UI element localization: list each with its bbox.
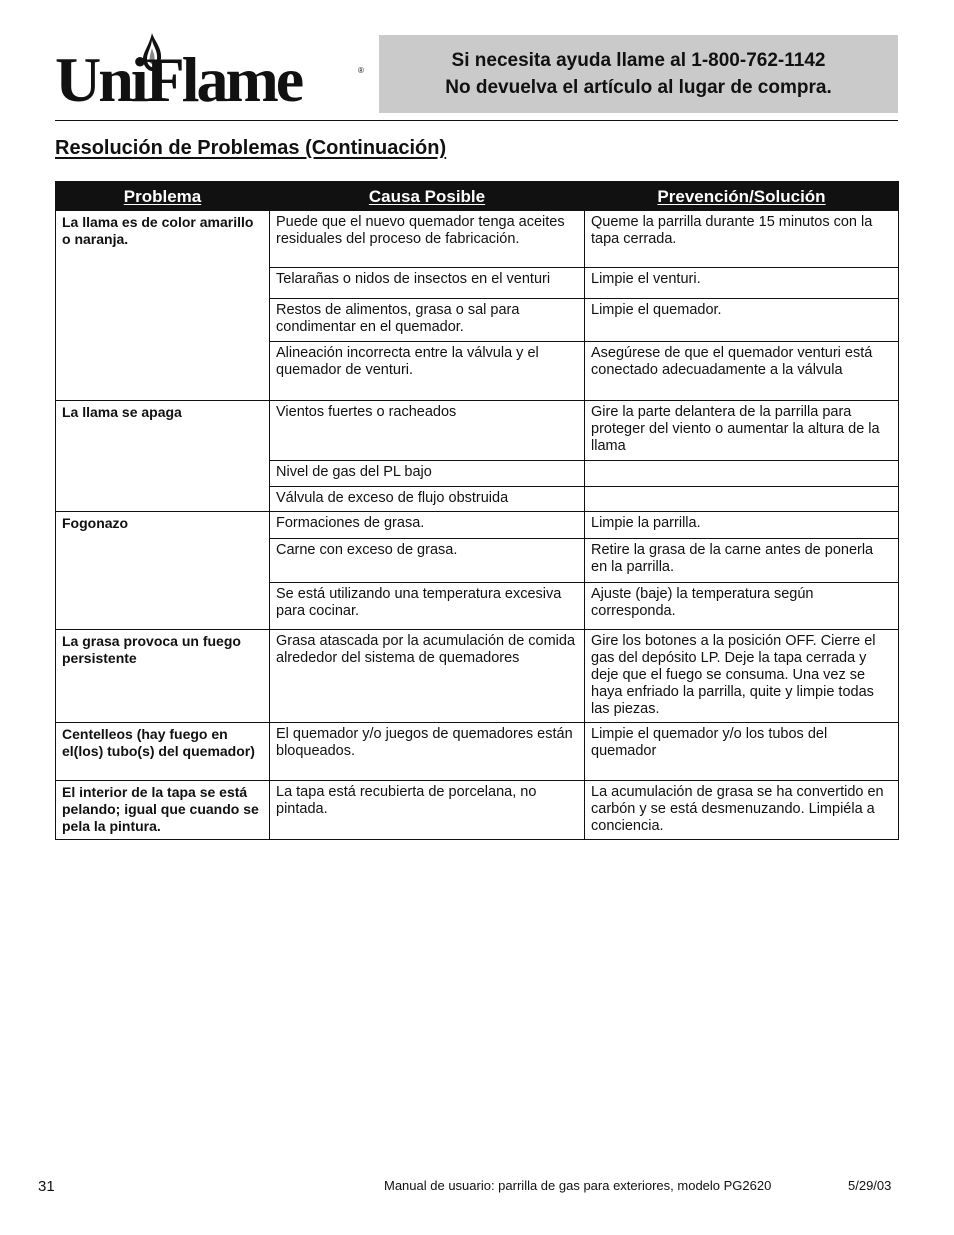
table-header-row bbox=[56, 182, 899, 211]
help-phone-line: Si necesita ayuda llame al 1-800-762-1142 bbox=[451, 50, 826, 71]
solution-cell: Queme la parrilla durante 15 minutos con la tapa cerrada. bbox=[585, 211, 899, 268]
cause-cell: La tapa está recubierta de porcelana, no pintada. bbox=[270, 781, 585, 840]
problem-cell: La llama es de color amarillo o naranja. bbox=[56, 211, 270, 401]
table-row bbox=[56, 211, 899, 268]
footer-date: 5/29/03 bbox=[848, 1178, 892, 1193]
solution-cell: Limpie la parrilla. bbox=[585, 512, 899, 539]
solution-cell bbox=[585, 461, 899, 487]
solution-cell: Ajuste (baje) la temperatura según corresponda. bbox=[585, 583, 899, 630]
problem-cell: El interior de la tapa se está pelando; igual que cuando se pela la pintura. bbox=[56, 781, 270, 840]
problem-cell: Centelleos (hay fuego en el(los) tubo(s) del quemador) bbox=[56, 723, 270, 781]
solution-cell: Limpie el quemador. bbox=[585, 299, 899, 342]
problem-cell: Fogonazo bbox=[56, 512, 270, 630]
header-cause: Causa Posible bbox=[270, 182, 585, 211]
problem-cell: La grasa provoca un fuego persistente bbox=[56, 630, 270, 723]
help-return-line: No devuelva el artículo al lugar de compra. bbox=[445, 77, 832, 98]
cause-cell: Válvula de exceso de flujo obstruida bbox=[270, 487, 585, 512]
cause-cell: Grasa atascada por la acumulación de comida alrededor del sistema de quemadores bbox=[270, 630, 585, 723]
cause-cell: Se está utilizando una temperatura excesiva para cocinar. bbox=[270, 583, 585, 630]
problem-cell: La llama se apaga bbox=[56, 401, 270, 512]
table-body bbox=[56, 211, 899, 840]
table-row bbox=[56, 723, 899, 781]
solution-cell: Asegúrese de que el quemador venturi está conectado adecuadamente a la válvula bbox=[585, 342, 899, 401]
solution-cell bbox=[585, 487, 899, 512]
cause-cell: Carne con exceso de grasa. bbox=[270, 539, 585, 583]
logo-wordmark: UniFlame bbox=[55, 44, 302, 115]
solution-cell: Gire la parte delantera de la parrilla para proteger del viento o aumentar la altura de la llama bbox=[585, 401, 899, 461]
cause-cell: Vientos fuertes o racheados bbox=[270, 401, 585, 461]
table-row bbox=[56, 512, 899, 539]
cause-cell: Restos de alimentos, grasa o sal para condimentar en el quemador. bbox=[270, 299, 585, 342]
section-title: Resolución de Problemas (Continuación) bbox=[55, 137, 447, 159]
solution-cell: Limpie el quemador y/o los tubos del quemador bbox=[585, 723, 899, 781]
footer-manual-title: Manual de usuario: parrilla de gas para exteriores, modelo PG2620 bbox=[384, 1178, 772, 1193]
header-solution: Prevención/Solución bbox=[585, 182, 899, 211]
header-problem: Problema bbox=[56, 182, 270, 211]
page-number: 31 bbox=[38, 1178, 55, 1195]
cause-cell: Nivel de gas del PL bajo bbox=[270, 461, 585, 487]
solution-cell: Limpie el venturi. bbox=[585, 268, 899, 299]
cause-cell: Puede que el nuevo quemador tenga aceites residuales del proceso de fabricación. bbox=[270, 211, 585, 268]
table-row bbox=[56, 781, 899, 840]
troubleshooting-table bbox=[55, 181, 899, 840]
table-row bbox=[56, 630, 899, 723]
help-box bbox=[379, 35, 898, 113]
uniflame-logo bbox=[52, 30, 372, 115]
solution-cell: Retire la grasa de la carne antes de ponerla en la parrilla. bbox=[585, 539, 899, 583]
table-row bbox=[56, 401, 899, 461]
cause-cell: El quemador y/o juegos de quemadores están bloqueados. bbox=[270, 723, 585, 781]
cause-cell: Telarañas o nidos de insectos en el venturi bbox=[270, 268, 585, 299]
solution-cell: Gire los botones a la posición OFF. Cierre el gas del depósito LP. Deje la tapa cerrada y deje que el fuego se consuma. Una vez se haya enfriado la parrilla, quite y limpie todas las piezas. bbox=[585, 630, 899, 723]
solution-cell: La acumulación de grasa se ha convertido en carbón y se está desmenuzando. Limpiéla a conciencia. bbox=[585, 781, 899, 840]
cause-cell: Formaciones de grasa. bbox=[270, 512, 585, 539]
header-divider bbox=[55, 120, 898, 121]
registered-mark: ® bbox=[358, 66, 364, 75]
cause-cell: Alineación incorrecta entre la válvula y el quemador de venturi. bbox=[270, 342, 585, 401]
